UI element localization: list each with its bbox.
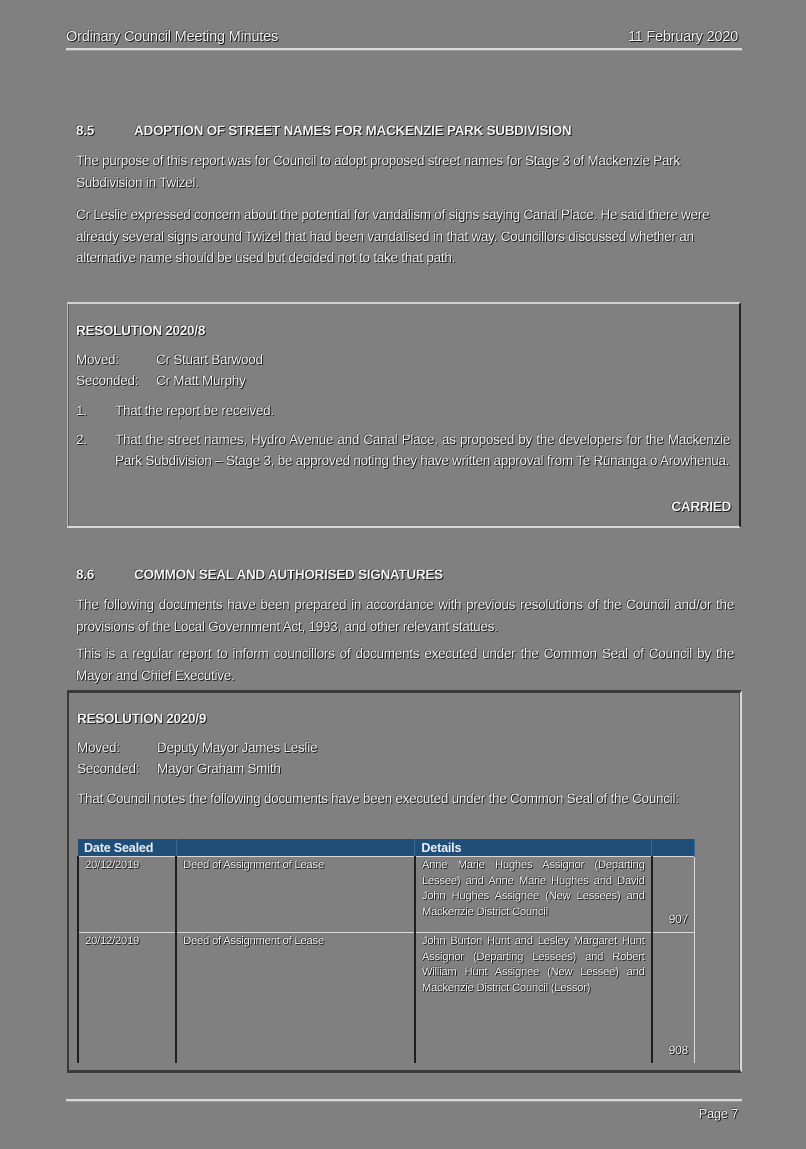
- header-rule: [66, 48, 742, 51]
- section-8-5-paragraph-discussion: Cr Leslie expressed concern about the potential for vandalism of signs saying Canal Place. He said there were already several signs around Twizel that had been vandalised in that way. Councillors discussed whether an alternative name should be used but decided not to take that path.: [76, 207, 710, 265]
- page-number: Page 7: [698, 1106, 738, 1121]
- resolution-item-1: [76, 400, 730, 421]
- cell-document: Deed of Assignment of Lease: [176, 857, 415, 933]
- cell-date-sealed: 20/12/2019: [78, 857, 176, 933]
- item-text: That the report be received.: [115, 403, 274, 418]
- section-8-6-paragraph-documents: The following documents have been prepared in accordance with previous resolutions of the Council and/or the provisions of the Local Government Act, 1993, and other relevant statues.: [76, 597, 734, 634]
- moved-by: Cr Stuart Barwood: [156, 352, 263, 367]
- seconded-line: [76, 373, 245, 388]
- cell-date-sealed: 20/12/2019: [78, 933, 176, 1063]
- item-number: 1.: [76, 403, 87, 418]
- section-8-5-heading: [76, 123, 571, 138]
- moved-line: [77, 740, 317, 755]
- item-number: 2.: [76, 432, 87, 447]
- resolution-box-2020-9: [67, 690, 742, 1073]
- cell-seal-number: 908: [652, 933, 695, 1063]
- seconded-by: Cr Matt Murphy: [156, 373, 246, 388]
- column-header-document: [176, 839, 415, 857]
- section-8-6-heading: [76, 567, 443, 582]
- column-header-date-sealed: Date Sealed: [78, 839, 176, 857]
- seconded-label: Seconded:: [76, 373, 139, 388]
- cell-seal-number: 907: [652, 857, 695, 933]
- moved-line: [76, 352, 263, 367]
- resolution-item-2: [76, 429, 730, 471]
- section-number: 8.5: [76, 123, 95, 138]
- resolution-title: RESOLUTION 2020/8: [76, 323, 206, 338]
- document-header-title: Ordinary Council Meeting Minutes: [66, 29, 278, 45]
- resolution-box-2020-8: [67, 302, 741, 528]
- cell-details: Anne Marie Hughes Assignor (Departing Lessee) and Anne Marie Hughes and David John Hughes Assignee (New Lessees) and Mackenzie District Council: [415, 857, 652, 933]
- item-text: That the street names, Hydro Avenue and Canal Place, as proposed by the developers for the Mackenzie Park Subdivision – Stage 3, be approved noting they have written approval from Te Rūnanga o Arowhenua.: [115, 432, 730, 468]
- section-title: COMMON SEAL AND AUTHORISED SIGNATURES: [134, 567, 443, 582]
- table-row: [78, 933, 695, 1063]
- table-header-row: [78, 839, 695, 857]
- common-seal-documents-table: [77, 839, 695, 1063]
- seconded-label: Seconded:: [77, 761, 140, 776]
- document-header-date: 11 February 2020: [627, 29, 738, 45]
- column-header-details: Details: [415, 839, 652, 857]
- table-row: [78, 857, 695, 933]
- moved-label: Moved:: [76, 352, 119, 367]
- cell-details: John Burton Hunt and Lesley Margaret Hunt Assignor (Departing Lessees) and Robert William Hunt Assignee (New Lessee) and Mackenzie District Council (Lessor): [415, 933, 652, 1063]
- section-title: ADOPTION OF STREET NAMES FOR MACKENZIE PARK SUBDIVISION: [134, 123, 572, 138]
- resolution-intro: That Council notes the following documents have been executed under the Common Seal of the Council:: [77, 791, 679, 806]
- moved-label: Moved:: [77, 740, 120, 755]
- seconded-line: [77, 761, 281, 776]
- seconded-by: Mayor Graham Smith: [157, 761, 281, 776]
- cell-document: Deed of Assignment of Lease: [176, 933, 415, 1063]
- moved-by: Deputy Mayor James Leslie: [157, 740, 318, 755]
- footer-rule: [66, 1099, 742, 1102]
- section-number: 8.6: [76, 567, 95, 582]
- column-header-number: [652, 839, 695, 857]
- carried-status: CARRIED: [671, 499, 731, 514]
- section-8-5-paragraph-purpose: The purpose of this report was for Council to adopt proposed street names for Stage 3 of Mackenzie Park Subdivision in Twizel.: [76, 153, 680, 190]
- section-8-6-paragraph-report: This is a regular report to inform councillors of documents executed under the Common Seal of Council by the Mayor and Chief Executive.: [76, 646, 734, 683]
- resolution-title: RESOLUTION 2020/9: [77, 711, 207, 726]
